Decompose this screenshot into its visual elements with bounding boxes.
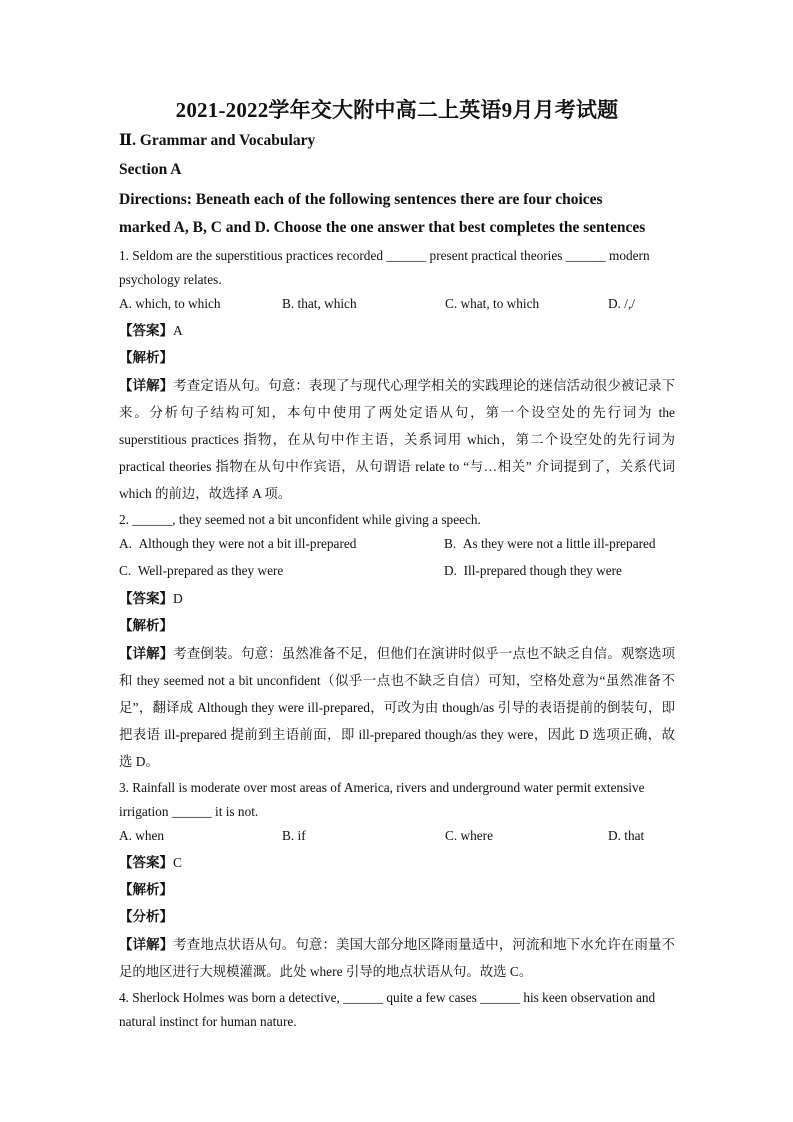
- options-row: [119, 559, 675, 583]
- detail-body: 考查定语从句。句意：表现了与现代心理学相关的实践理论的迷信活动很少被记录下来。分析句子结构可知，本句中使用了两处定语从句，第一个设空处的先行词为 the superstitious practices 指物，在从句中作主语，关系词用 which，第二个设空处的先行词为 practical theories 指物在从句中作宾语，从句谓语 relate to “与…相关” 介词提到了，关系代词 which 的前边，故选择 A 项。: [119, 378, 676, 501]
- answer-label: 【答案】: [119, 591, 173, 606]
- answer-line: [119, 318, 675, 344]
- answer-label: 【答案】: [119, 855, 173, 870]
- detail-label: 【详解】: [119, 378, 174, 393]
- option-d: D. /,/: [608, 296, 635, 311]
- answer-label: 【答案】: [119, 323, 173, 338]
- question-4: [119, 986, 675, 1034]
- detail-text: [119, 640, 675, 775]
- answer-value: D: [173, 591, 183, 606]
- part-heading: Ⅱ. Grammar and Vocabulary: [119, 132, 316, 149]
- analysis-label: 【解析】: [119, 882, 173, 897]
- fenxi-label: 【分析】: [119, 909, 173, 924]
- question-3: [119, 776, 675, 985]
- option-d: D. Ill-prepared though they were: [444, 563, 622, 578]
- detail-text: [119, 372, 675, 507]
- question-1: [119, 244, 675, 507]
- question-stem: 1. Seldom are the superstitious practices recorded ______ present practical theories ______ modern psychology relates.: [119, 248, 650, 287]
- detail-body: 考查地点状语从句。句意：美国大部分地区降雨量适中，河流和地下水允许在雨量不足的地区进行大规模灌溉。此处 where 引导的地点状语从句。故选 C。: [119, 937, 676, 979]
- question-stem: 3. Rainfall is moderate over most areas of America, rivers and underground water permit extensive irrigation ______ it is not.: [119, 780, 645, 819]
- directions-line-1: Directions: Beneath each of the following sentences there are four choices: [119, 191, 603, 208]
- answer-line: [119, 586, 675, 612]
- detail-text: [119, 931, 675, 985]
- option-a: A. which, to which: [119, 296, 221, 311]
- question-stem: 2. ______, they seemed not a bit unconfident while giving a speech.: [119, 512, 481, 527]
- answer-value: A: [173, 323, 183, 338]
- question-stem: 4. Sherlock Holmes was born a detective, ______ quite a few cases ______ his keen observation and natural instinct for human nature.: [119, 990, 656, 1029]
- question-2: [119, 508, 675, 775]
- directions-line-2: marked A, B, C and D. Choose the one answer that best completes the sentences: [119, 219, 646, 236]
- analysis-label: 【解析】: [119, 618, 173, 633]
- detail-label: 【详解】: [119, 937, 174, 952]
- fenxi-line: [119, 904, 675, 930]
- directions: [119, 186, 675, 242]
- answer-value: C: [173, 855, 183, 870]
- option-a: A. when: [119, 828, 165, 843]
- page-title: 2021-2022学年交大附中高二上英语9月月考试题: [175, 98, 619, 122]
- option-a: A. Although they were not a bit ill-prepared: [119, 536, 357, 551]
- option-b: B. that, which: [282, 296, 357, 311]
- options-row: [119, 532, 675, 556]
- detail-label: 【详解】: [119, 646, 174, 661]
- detail-body: 考查倒装。句意：虽然准备不足，但他们在演讲时似乎一点也不缺乏自信。观察选项和 they seemed not a bit unconfident（似乎一点也不缺乏自信）可知，空格处意为“虽然准备不足”，翻译成 Although they were ill-prepared，可改为由 though/as 引导的表语提前的倒装句，即把表语 ill-prepared 提前到主语前面，即 ill-prepared though/as they were，因此 D 选项正确，故选 D。: [119, 646, 676, 769]
- options-row: [119, 292, 675, 316]
- option-b: B. As they were not a little ill-prepared: [444, 536, 656, 551]
- option-c: C. where: [445, 828, 493, 843]
- analysis-line: [119, 345, 675, 371]
- option-b: B. if: [282, 828, 306, 843]
- option-c: C. Well-prepared as they were: [119, 563, 284, 578]
- analysis-label: 【解析】: [119, 350, 173, 365]
- answer-line: [119, 850, 675, 876]
- option-c: C. what, to which: [445, 296, 540, 311]
- section-heading: Section A: [119, 161, 182, 178]
- option-d: D. that: [608, 828, 645, 843]
- analysis-line: [119, 877, 675, 903]
- analysis-line: [119, 613, 675, 639]
- options-row: [119, 824, 675, 848]
